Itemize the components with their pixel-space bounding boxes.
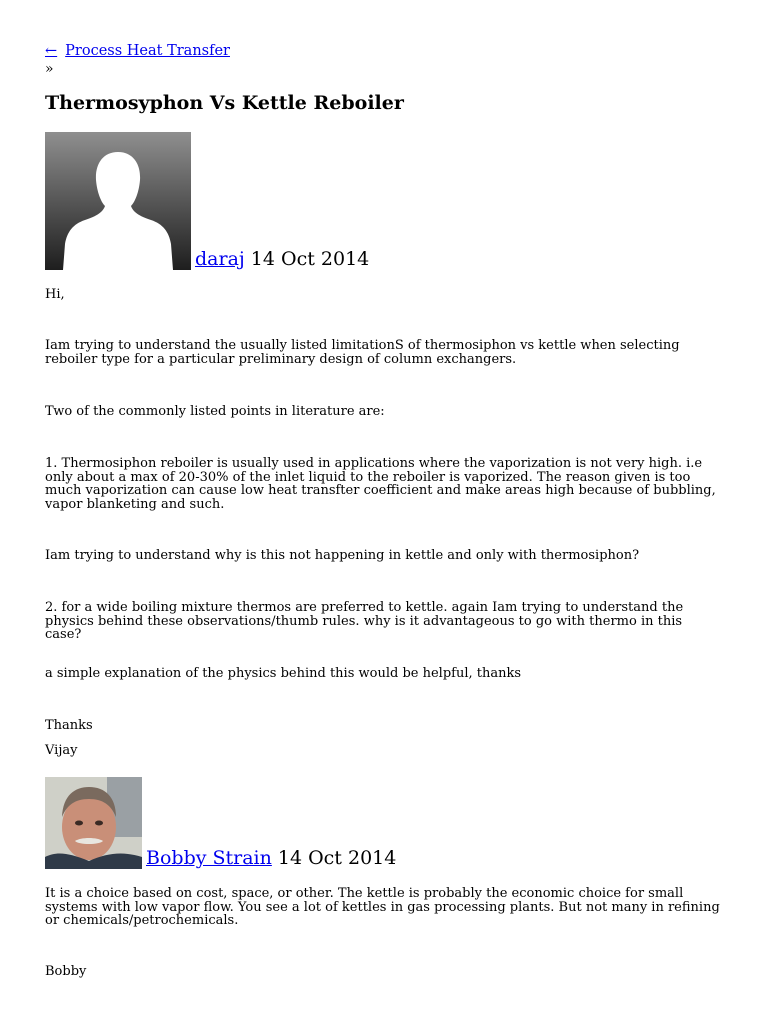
post-header — [45, 132, 369, 270]
post-signature: Bobby — [45, 964, 87, 979]
post-header — [45, 777, 396, 869]
breadcrumb-separator: » — [45, 61, 54, 77]
post-paragraph: It is a choice based on cost, space, or other. The kettle is probably the economic choice for small systems with low vapor flow. You see a lot of kettles in gas processing plants. But not many in refining or chemicals/petrochemicals. — [45, 886, 720, 928]
avatar — [45, 132, 191, 270]
post-date: 14 Oct 2014 — [250, 248, 370, 270]
post-author-link[interactable]: daraj — [195, 248, 245, 270]
back-arrow-icon: ← — [45, 43, 58, 59]
post-paragraph: Iam trying to understand why is this not happening in kettle and only with thermosiphon? — [45, 548, 640, 563]
avatar — [45, 777, 142, 869]
user-photo-icon — [45, 777, 142, 869]
page-title: Thermosyphon Vs Kettle Reboiler — [45, 92, 404, 114]
post-signoff: Thanks — [45, 718, 93, 733]
post-paragraph: 1. Thermosiphon reboiler is usually used in applications where the vaporization is not very high. i.e only about a max of 20-30% of the inlet liquid to the reboiler is vaporized. The reason given is too much vaporization can cause low heat transfter coefficient and make areas high because of bubbling, vapor blanketing and such. — [45, 456, 716, 512]
default-user-silhouette-icon — [45, 132, 191, 270]
post-paragraph: a simple explanation of the physics behind this would be helpful, thanks — [45, 666, 522, 681]
post-paragraph: Iam trying to understand the usually listed limitationS of thermosiphon vs kettle when selecting reboiler type for a particular preliminary design of column exchangers. — [45, 338, 680, 367]
post-paragraph: 2. for a wide boiling mixture thermos are preferred to kettle. again Iam trying to understand the physics behind these observations/thumb rules. why is it advantageous to go with thermo in this case? — [45, 600, 684, 642]
post-paragraph: Hi, — [45, 287, 65, 302]
breadcrumb-link-label: Process Heat Transfer — [65, 43, 230, 59]
post-author-link[interactable]: Bobby Strain — [146, 847, 272, 869]
breadcrumb-link-process-heat-transfer[interactable] — [45, 43, 230, 59]
post-signature: Vijay — [45, 743, 78, 758]
breadcrumb — [45, 42, 230, 60]
post-paragraph: Two of the commonly listed points in literature are: — [45, 404, 385, 419]
post-date: 14 Oct 2014 — [277, 847, 397, 869]
